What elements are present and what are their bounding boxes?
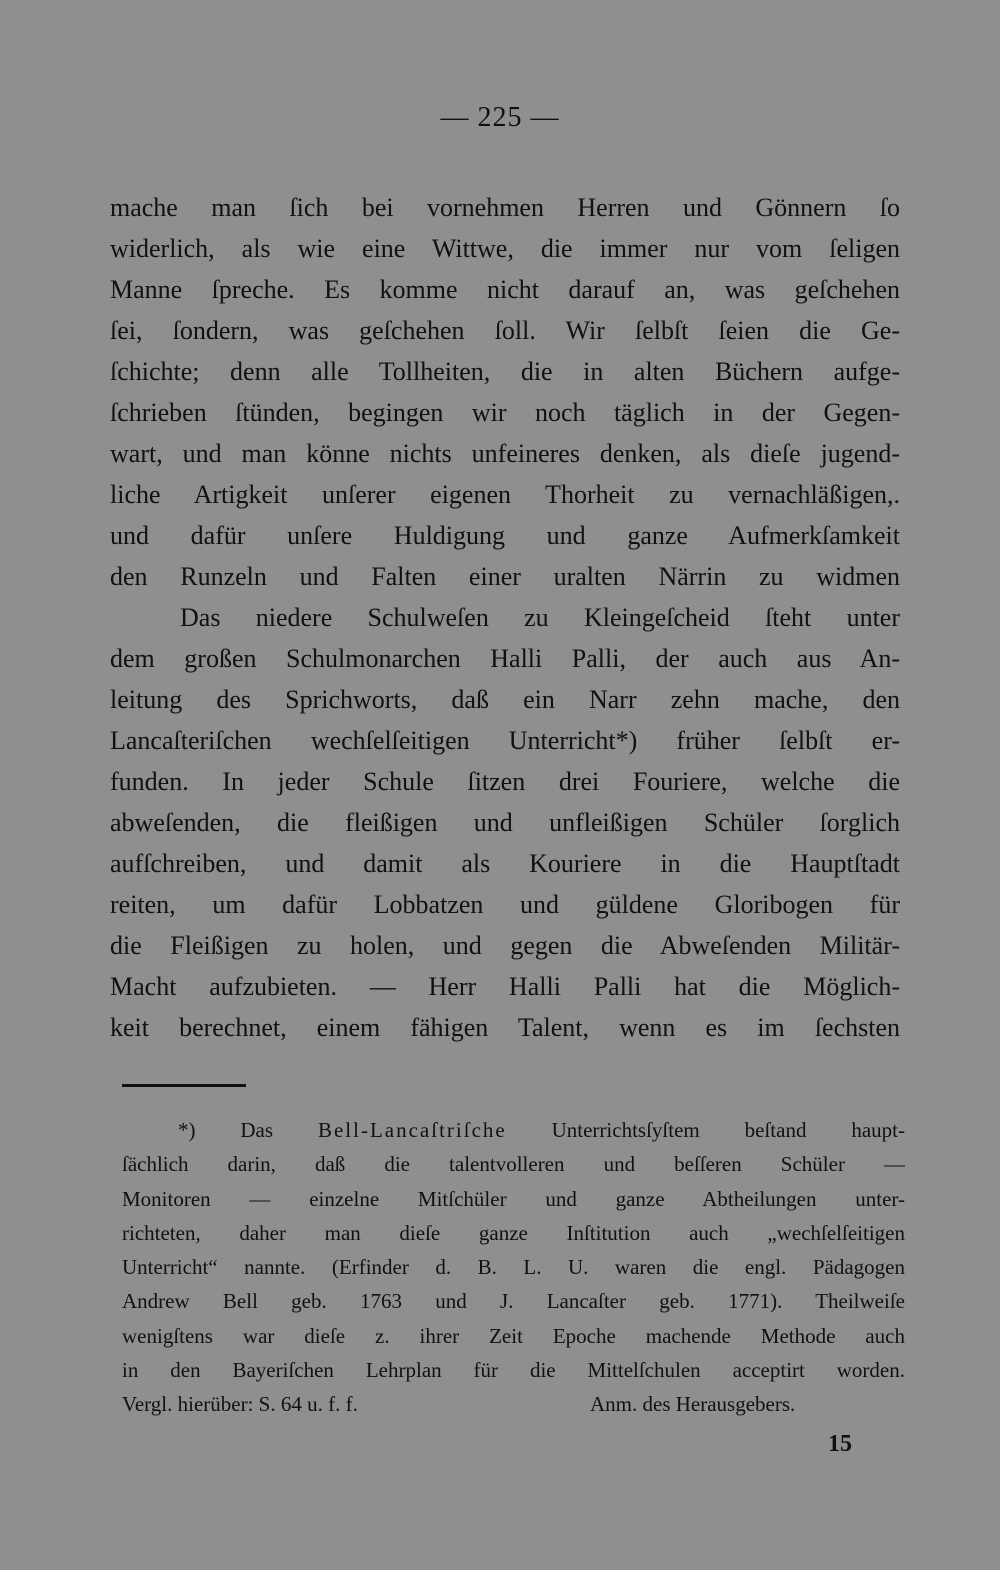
body-line: abweſenden, die fleißigen und unfleißigen Schüler ſorglich — [110, 808, 900, 837]
body-line: leitung des Sprichworts, daß ein Narr zehn mache, den — [110, 685, 900, 714]
body-line: Macht aufzubieten. — Herr Halli Palli hat die Möglich- — [110, 972, 900, 1001]
body-line: dem großen Schulmonarchen Halli Palli, der auch aus An- — [110, 644, 900, 673]
body-line: Lancaſteriſchen wechſelſeitigen Unterricht*) früher ſelbſt er- — [110, 726, 900, 755]
body-line: widerlich, als wie eine Wittwe, die immer nur vom ſeligen — [110, 234, 900, 263]
body-line: ſei, ſondern, was geſchehen ſoll. Wir ſelbſt ſeien die Ge- — [110, 316, 900, 345]
body-line: wart, und man könne nichts unfeineres denken, als dieſe jugend- — [110, 439, 900, 468]
footnote-spaced-term: Bell-Lancaſtriſche — [317, 1118, 507, 1142]
body-line: reiten, um dafür Lobbatzen und güldene Gloribogen für — [110, 890, 900, 919]
body-line: Das niedere Schulweſen zu Kleingeſcheid ſteht unter — [180, 603, 900, 632]
footnote-line: wenigſtens war dieſe z. ihrer Zeit Epoche machende Methode auch — [122, 1324, 905, 1348]
page-number: — 225 — — [440, 102, 560, 133]
footnote-separator — [122, 1084, 246, 1087]
footnote-marker-text: *) Das — [178, 1118, 318, 1142]
body-line: ſchichte; denn alle Tollheiten, die in alten Büchern aufge- — [110, 357, 900, 386]
body-line: ſchrieben ſtünden, begingen wir noch täglich in der Gegen- — [110, 398, 900, 427]
body-line: Manne ſpreche. Es komme nicht darauf an, was geſchehen — [110, 275, 900, 304]
footnote-editor-note: Anm. des Herausgebers. — [590, 1392, 796, 1416]
footnote-line: richteten, daher man dieſe ganze Inſtitution auch „wechſelſeitigen — [122, 1221, 905, 1245]
signature-mark: 15 — [828, 1431, 852, 1457]
footnote-line: Andrew Bell geb. 1763 und J. Lancaſter geb. 1771). Theilweiſe — [122, 1289, 905, 1313]
body-line: aufſchreiben, und damit als Kouriere in die Hauptſtadt — [110, 849, 900, 878]
footnote-line-rest: Unterrichtsſyſtem beſtand haupt- — [506, 1118, 905, 1142]
footnote-line: Monitoren — einzelne Mitſchüler und ganze Abtheilungen unter- — [122, 1187, 905, 1211]
footnote-line: ſächlich darin, daß die talentvolleren und beſſeren Schüler — — [122, 1152, 905, 1176]
body-line: keit berechnet, einem fähigen Talent, wenn es im ſechsten — [110, 1013, 900, 1042]
body-line: liche Artigkeit unſerer eigenen Thorheit zu vernachläßigen,. — [110, 480, 900, 509]
footnote-line: Unterricht“ nannte. (Erfinder d. B. L. U. waren die engl. Pädagogen — [122, 1255, 905, 1279]
body-line: den Runzeln und Falten einer uralten Närrin zu widmen — [110, 562, 900, 591]
body-line: und dafür unſere Huldigung und ganze Aufmerkſamkeit — [110, 521, 900, 550]
footnote-line — [178, 1113, 905, 1147]
body-line: mache man ſich bei vornehmen Herren und Gönnern ſo — [110, 193, 900, 222]
body-line: die Fleißigen zu holen, und gegen die Abweſenden Militär- — [110, 931, 900, 960]
body-line: funden. In jeder Schule ſitzen drei Fouriere, welche die — [110, 767, 900, 796]
footnote-line: in den Bayeriſchen Lehrplan für die Mittelſchulen acceptirt worden. — [122, 1358, 905, 1382]
footnote-reference: Vergl. hierüber: S. 64 u. f. f. — [122, 1392, 358, 1416]
